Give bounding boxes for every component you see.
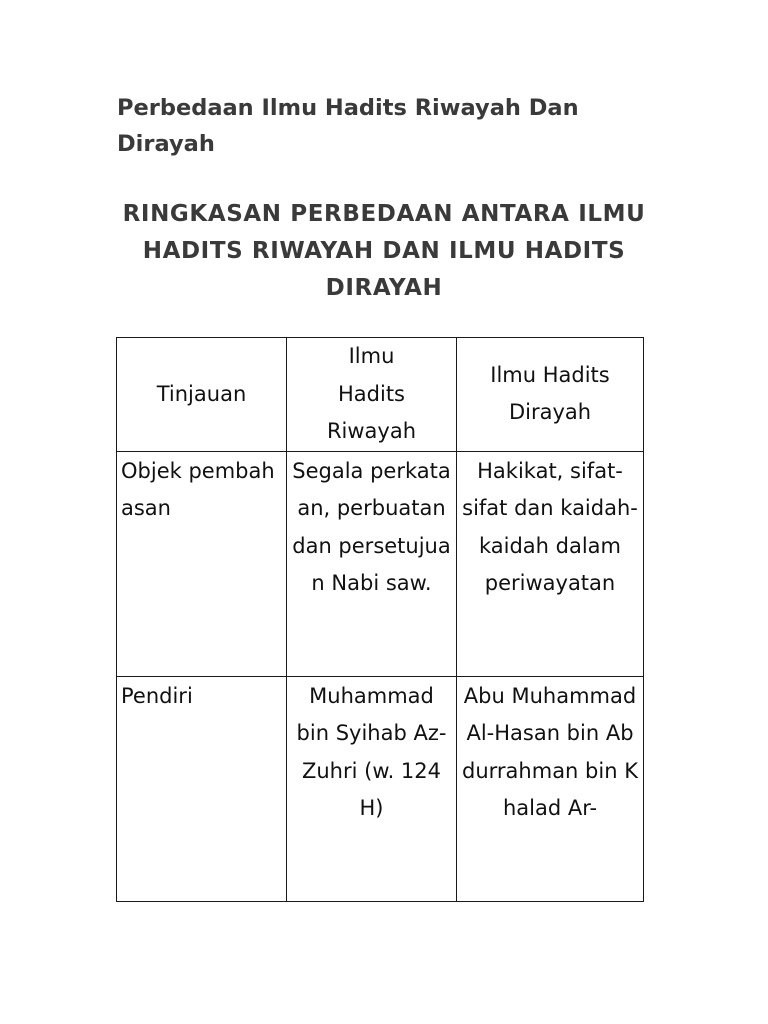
table-header-row: [117, 338, 644, 452]
row-objek-dirayah-text: Hakikat, sifat-sifat dan kaidah-kaidah dalam periwayatan: [462, 458, 638, 595]
page-heading: Perbedaan Ilmu Hadits Riwayah Dan Dirayah: [117, 95, 579, 157]
header-cell-dirayah: [457, 338, 644, 452]
row-objek-riwayah-text: Segala perkataan, perbuatan dan persetujuan Nabi saw.: [292, 458, 451, 595]
row-pendiri-tinjauan-text: Pendiri: [121, 683, 193, 708]
comparison-table: [116, 337, 644, 902]
header-riwayah-text: Ilmu Hadits Riwayah: [326, 344, 417, 443]
row-objek-riwayah-cell: [287, 451, 457, 676]
row-objek-dirayah-cell: [457, 451, 644, 676]
row-objek-tinjauan-text: Objek pembahasan: [121, 458, 275, 520]
row-pendiri-dirayah-cell: [457, 676, 644, 901]
header-dirayah-text: Ilmu Hadits Dirayah: [490, 362, 610, 425]
row-pendiri-tinjauan-cell: [117, 676, 287, 901]
document-title: RINGKASAN PERBEDAAN ANTARA ILMU HADITS RIWAYAH DAN ILMU HADITS DIRAYAH: [122, 201, 646, 301]
header-cell-riwayah: [287, 338, 457, 452]
row-pendiri-dirayah-text: Abu Muhammad Al-Hasan bin Abdurrahman bin Khalad Ar-: [462, 683, 638, 820]
row-pendiri-riwayah-cell: [287, 676, 457, 901]
row-pendiri-riwayah-text: Muhammad bin Syihab Az-Zuhri (w. 124 H): [296, 683, 447, 820]
header-cell-tinjauan: [117, 338, 287, 452]
table-row: [117, 676, 644, 901]
row-objek-tinjauan-cell: [117, 451, 287, 676]
header-tinjauan-text: Tinjauan: [156, 381, 247, 406]
table-row: [117, 451, 644, 676]
